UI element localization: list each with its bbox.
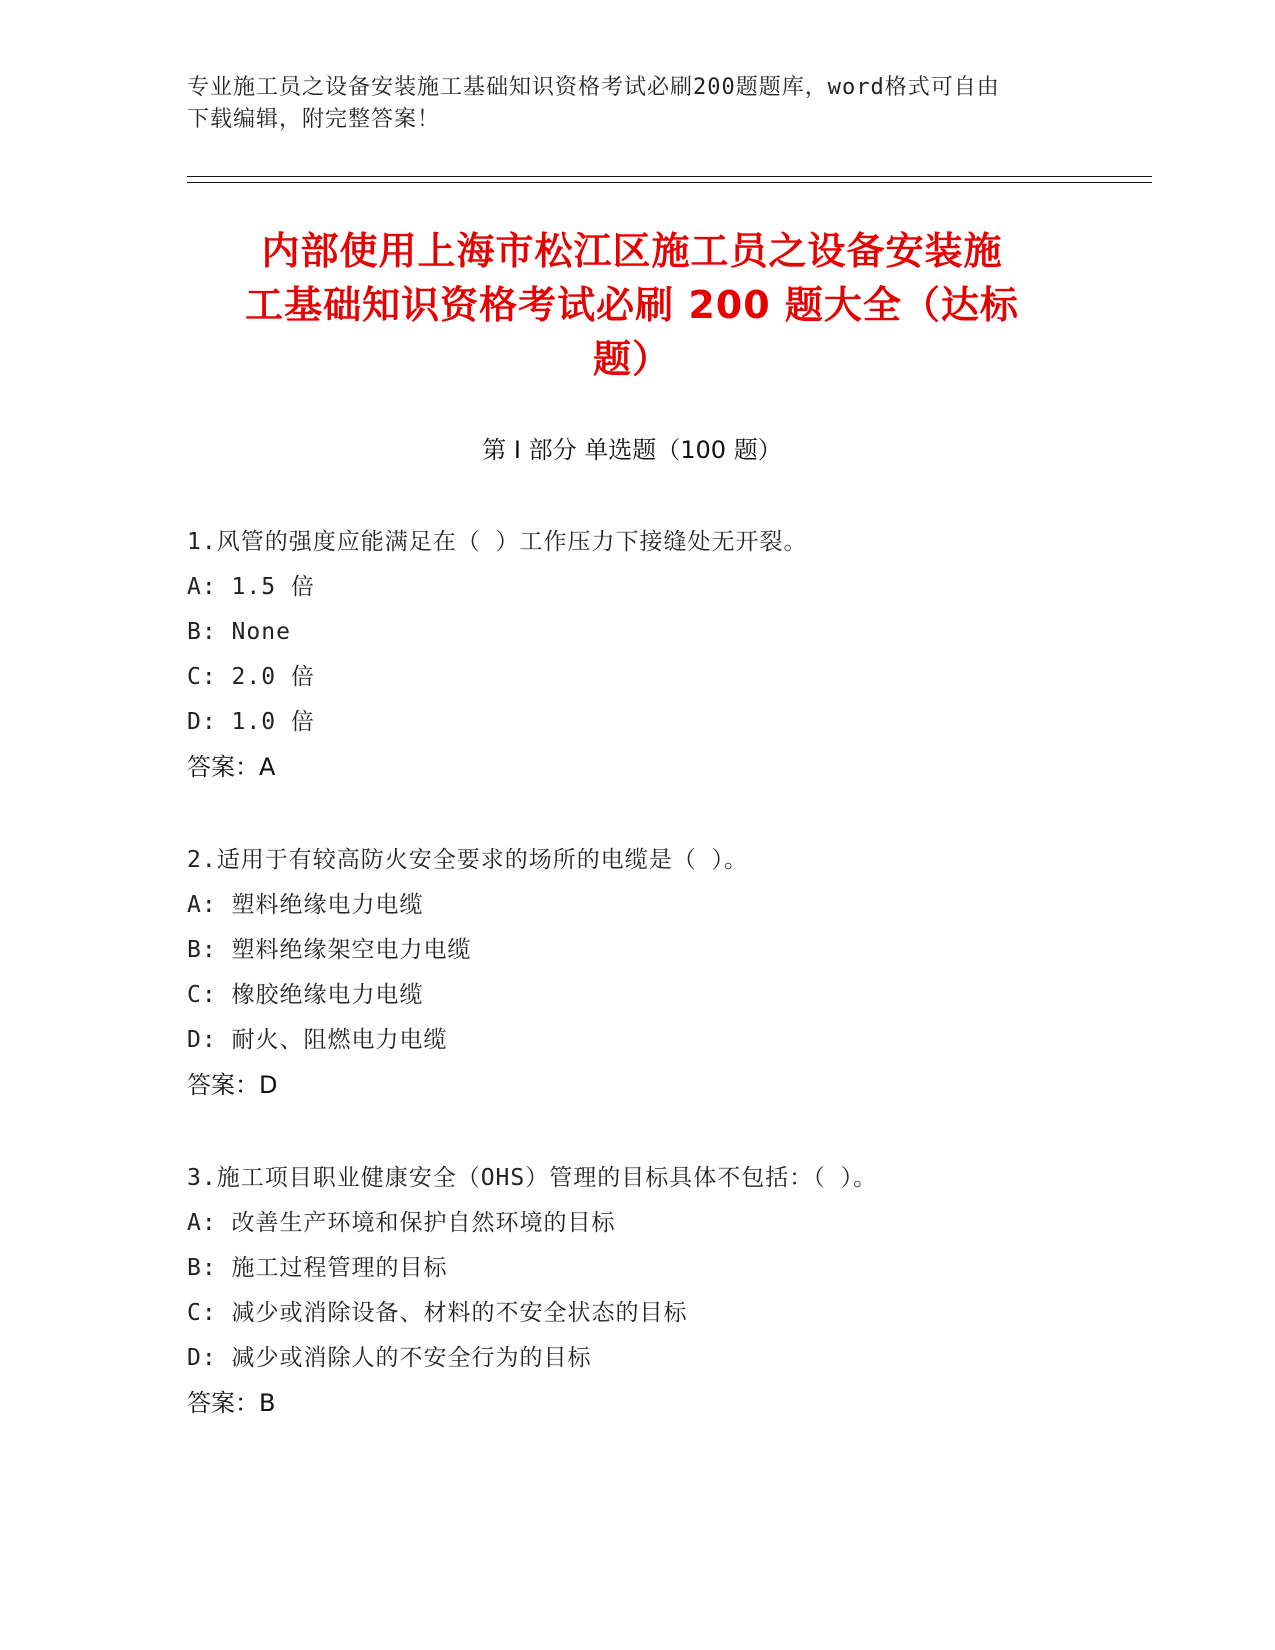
option-c: C: 橡胶绝缘电力电缆 xyxy=(187,982,424,1008)
question-2 xyxy=(187,838,1147,1108)
header-note xyxy=(187,72,1067,136)
document-title-line-3: 题） xyxy=(592,337,671,381)
answer: 答案：D xyxy=(187,1071,278,1099)
option-b: B: None xyxy=(187,619,291,645)
question-1 xyxy=(187,520,1147,790)
answer: 答案：A xyxy=(187,753,276,781)
question-stem: 3.施工项目职业健康安全（OHS）管理的目标具体不包括：（ ）。 xyxy=(187,1165,878,1191)
header-note-line-1: 专业施工员之设备安装施工基础知识资格考试必刷200题题库，word格式可自由 xyxy=(187,75,1000,100)
option-d: D: 减少或消除人的不安全行为的目标 xyxy=(187,1345,592,1371)
option-b: B: 塑料绝缘架空电力电缆 xyxy=(187,937,472,963)
question-3 xyxy=(187,1156,1147,1426)
option-a: A: 塑料绝缘电力电缆 xyxy=(187,892,424,918)
header-divider-bottom xyxy=(187,182,1152,183)
question-stem: 2.适用于有较高防火安全要求的场所的电缆是（ ）。 xyxy=(187,847,749,873)
option-d: D: 耐火、阻燃电力电缆 xyxy=(187,1027,448,1053)
option-d: D: 1.0 倍 xyxy=(187,709,315,735)
option-a: A: 改善生产环境和保护自然环境的目标 xyxy=(187,1210,616,1236)
option-a: A: 1.5 倍 xyxy=(187,574,315,600)
option-b: B: 施工过程管理的目标 xyxy=(187,1255,448,1281)
document-title xyxy=(187,224,1077,386)
header-note-line-2: 下载编辑，附完整答案！ xyxy=(187,107,441,132)
option-c: C: 2.0 倍 xyxy=(187,664,315,690)
document-title-line-2: 工基础知识资格考试必刷 200 题大全（达标 xyxy=(245,283,1019,327)
document-title-line-1: 内部使用上海市松江区施工员之设备安装施 xyxy=(261,229,1003,273)
question-stem: 1.风管的强度应能满足在（ ）工作压力下接缝处无开裂。 xyxy=(187,529,808,555)
answer: 答案：B xyxy=(187,1389,276,1417)
section-title: 第 I 部分 单选题（100 题） xyxy=(482,436,782,464)
header-divider-top xyxy=(187,176,1152,177)
option-c: C: 减少或消除设备、材料的不安全状态的目标 xyxy=(187,1300,688,1326)
